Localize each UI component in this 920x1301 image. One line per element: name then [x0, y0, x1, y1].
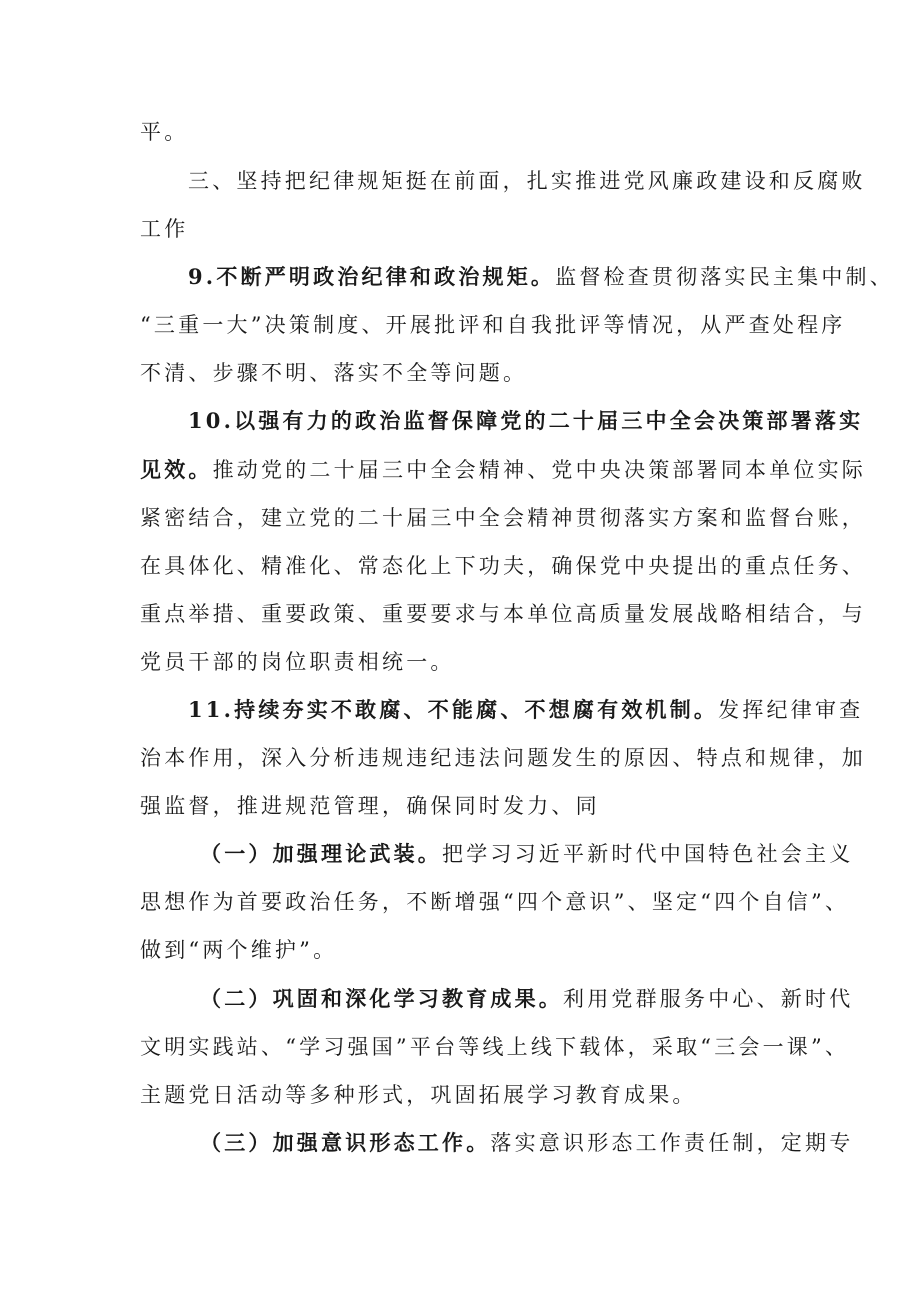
text-run: 监督检查贯彻落实民主集中制、	[555, 265, 894, 289]
text-run: 不清、步骤不明、落实不全等问题。	[140, 361, 528, 385]
text-run: 在具体化、精准化、常态化上下功夫，确保党中央提出的重点任务、	[140, 554, 866, 578]
paragraph-line	[188, 262, 894, 292]
text-run: 紧密结合，建立党的二十届三中全会精神贯彻落实方案和监督台账，	[140, 506, 866, 530]
paragraph-line	[140, 791, 600, 821]
paragraph-line	[140, 503, 866, 533]
paragraph-line	[140, 310, 845, 340]
section-heading-line	[188, 166, 866, 196]
item-heading: （三）加强意识形态工作。	[200, 1130, 491, 1155]
item-heading: 11.持续夯实不敢腐、不能腐、不想腐有效机制。	[188, 697, 719, 722]
paragraph-line	[188, 695, 863, 725]
paragraph-line	[140, 887, 849, 917]
text-run: 思想作为首要政治任务，不断增强“四个意识”、坚定“四个自信”、	[140, 890, 850, 914]
text-run: 落实意识形态工作责任制，定期专	[490, 1131, 854, 1155]
paragraph-line	[140, 551, 866, 581]
paragraph-line	[140, 935, 337, 965]
text-run: 三、坚持把纪律规矩挺在前面，扎实推进党风廉政建设和反腐败	[188, 169, 866, 193]
text-run: 党员干部的岗位职责相统一。	[140, 650, 455, 674]
paragraph-line	[140, 358, 527, 388]
paragraph-line	[200, 984, 853, 1014]
text-run: 工作	[140, 217, 189, 241]
item-heading: 9.不断严明政治纪律和政治规矩。	[188, 264, 556, 289]
text-run: 推动党的二十届三中全会精神、党中央决策部署同本单位实际	[212, 458, 867, 482]
paragraph-line	[200, 839, 853, 869]
section-heading-line	[140, 214, 188, 244]
text-run: 文明实践站、“学习强国”平台等线上线下载体，采取“三会一课”、	[140, 1035, 850, 1059]
paragraph-line	[140, 455, 866, 485]
text-run: 做到“两个维护”。	[140, 938, 338, 962]
text-run: 强监督，推进规范管理，确保同时发力、同	[140, 794, 600, 818]
item-heading: （二）巩固和深化学习教育成果。	[200, 986, 563, 1011]
paragraph-line	[188, 406, 863, 436]
text-run: 重点举措、重要政策、重要要求与本单位高质量发展战略相结合，与	[140, 602, 866, 626]
text-run: 利用党群服务中心、新时代	[563, 987, 854, 1011]
item-heading: 10.以强有力的政治监督保障党的二十届三中全会决策部署落实	[188, 408, 864, 433]
paragraph-line	[140, 1080, 697, 1110]
text-run: 主题党日活动等多种形式，巩固拓展学习教育成果。	[140, 1083, 697, 1107]
text-run: 把学习习近平新时代中国特色社会主义	[442, 842, 854, 866]
item-heading: 见效。	[140, 457, 213, 482]
text-run: 发挥纪律审查	[718, 698, 864, 722]
text-line	[140, 117, 188, 147]
text-run: “三重一大”决策制度、开展批评和自我批评等情况，从严查处程序	[140, 313, 846, 337]
paragraph-line	[140, 743, 866, 773]
text-run: 平。	[140, 120, 189, 144]
item-heading: （一）加强理论武装。	[200, 841, 442, 866]
paragraph-line	[140, 1032, 849, 1062]
paragraph-line	[140, 599, 866, 629]
paragraph-line	[200, 1128, 853, 1158]
text-run: 治本作用，深入分析违规违纪违法问题发生的原因、特点和规律，加	[140, 746, 866, 770]
paragraph-line	[140, 647, 455, 677]
